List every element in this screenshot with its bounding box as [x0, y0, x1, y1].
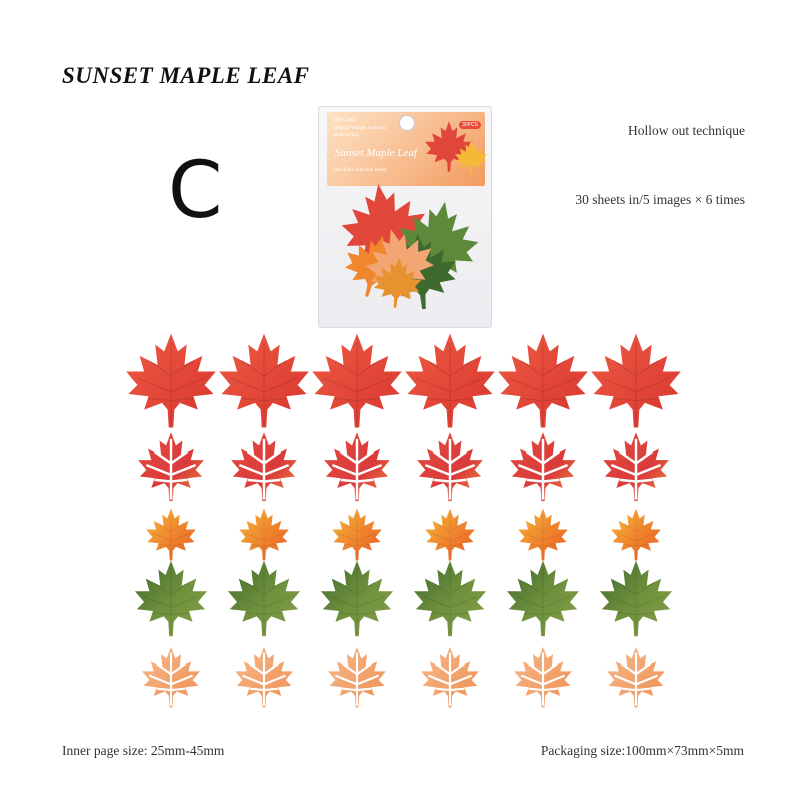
technique-label: Hollow out technique: [628, 123, 745, 138]
product-package: [318, 106, 492, 328]
package-series: Leaf Fall Collection Series: [333, 168, 387, 173]
hollow-crimson-leaf-sticker: [231, 432, 297, 501]
variant-letter: C: [168, 146, 223, 236]
hollow-crimson-leaf-sticker: [417, 432, 483, 501]
hollow-peach-leaf-sticker: [514, 647, 572, 707]
green-maple-leaf-sticker: [507, 561, 579, 637]
hollow-crimson-leaf-sticker: [510, 432, 576, 501]
hollow-peach-leaf-sticker: [328, 647, 386, 707]
package-brand: MO·CARD: [333, 118, 357, 123]
green-maple-leaf-sticker: [321, 561, 393, 637]
green-maple-leaf-sticker: [228, 561, 300, 637]
hollow-crimson-leaf-sticker: [324, 432, 390, 501]
green-maple-leaf-sticker: [135, 561, 207, 637]
orange-maple-leaf-sticker: [239, 508, 289, 560]
hollow-peach-leaf-sticker: [421, 647, 479, 707]
product-title: SUNSET MAPLE LEAF: [62, 63, 310, 88]
hollow-crimson-leaf-sticker: [603, 432, 669, 501]
red-maple-leaf-sticker: [591, 333, 681, 427]
sheet-count-label: 30 sheets in/5 images × 6 times: [575, 192, 745, 207]
hollow-crimson-leaf-sticker: [138, 432, 204, 501]
red-maple-leaf-sticker: [312, 333, 402, 427]
hollow-peach-leaf-sticker: [142, 647, 200, 707]
package-line2: Material Bag: [333, 133, 360, 138]
orange-maple-leaf-sticker: [425, 508, 475, 560]
hollow-peach-leaf-sticker: [235, 647, 293, 707]
orange-maple-leaf-sticker: [146, 508, 196, 560]
orange-maple-leaf-sticker: [611, 508, 661, 560]
orange-maple-leaf-sticker: [332, 508, 382, 560]
orange-maple-leaf-sticker: [518, 508, 568, 560]
red-maple-leaf-sticker: [126, 333, 216, 427]
red-maple-leaf-sticker: [405, 333, 495, 427]
package-line1: Original Vintage Authentic: [333, 126, 388, 131]
green-maple-leaf-sticker: [414, 561, 486, 637]
green-maple-leaf-sticker: [600, 561, 672, 637]
red-maple-leaf-sticker: [219, 333, 309, 427]
package-script-title: Sunset Maple Leaf: [335, 147, 417, 159]
inner-size-label: Inner page size: 25mm-45mm: [62, 743, 225, 758]
package-count-badge: 30PCS: [459, 121, 481, 129]
packaging-size-label: Packaging size:100mm×73mm×5mm: [540, 743, 744, 758]
red-maple-leaf-sticker: [498, 333, 588, 427]
hollow-peach-leaf-sticker: [607, 647, 665, 707]
package-leaves-illustration: [319, 107, 492, 328]
